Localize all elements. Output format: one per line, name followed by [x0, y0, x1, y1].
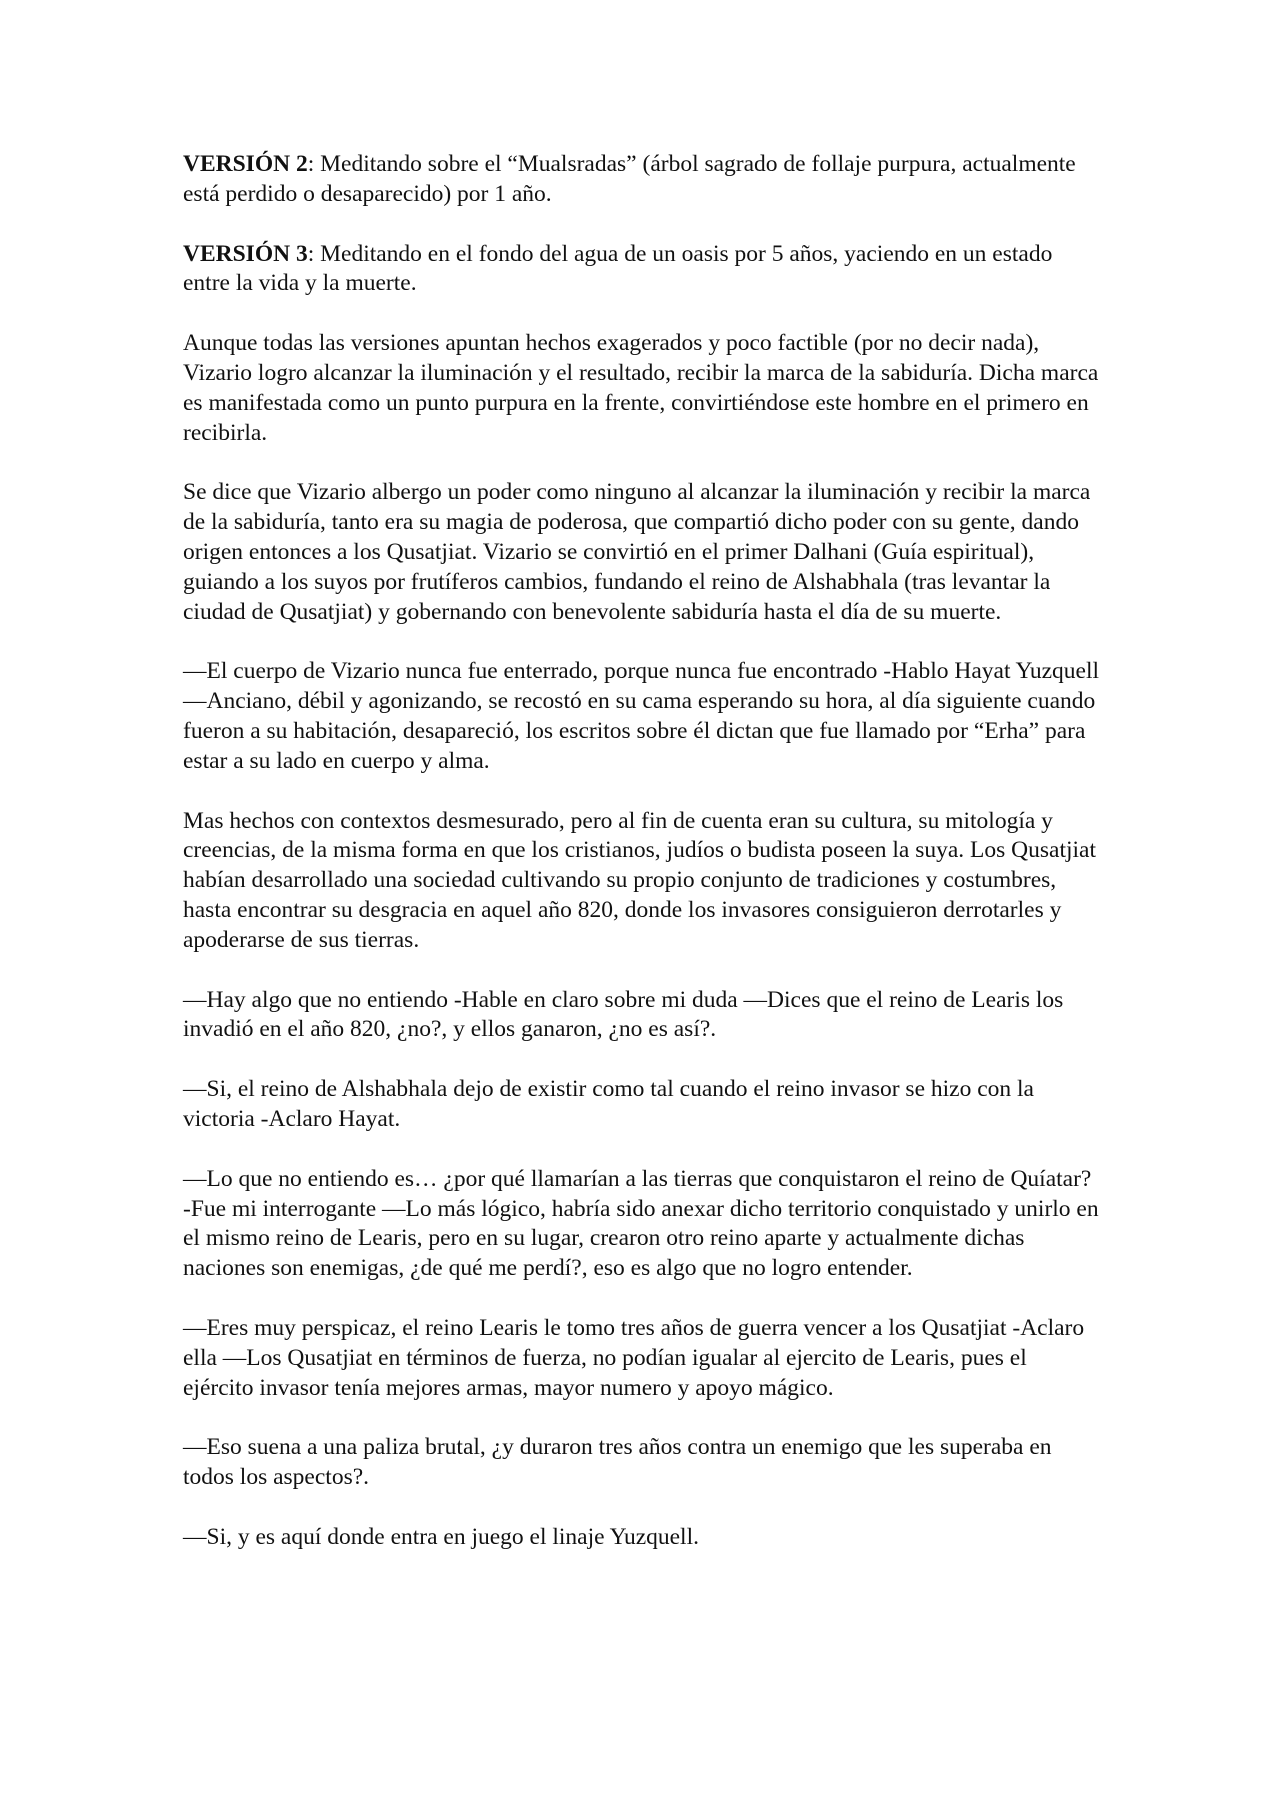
paragraph: —El cuerpo de Vizario nunca fue enterrado, porque nunca fue encontrado -Hablo Hayat Yuzquell —Anciano, débil y agonizando, se recostó en su cama esperando su hora, al día siguiente cuando fueron a su habitación, desapareció, los escritos sobre él dictan que fue llamado por “Erha” para estar a su lado en cuerpo y alma. [183, 658, 1100, 774]
paragraph-version-3 [183, 240, 1103, 300]
document-page [183, 150, 1103, 1583]
paragraph: —Eres muy perspicaz, el reino Learis le tomo tres años de guerra vencer a los Qusatjiat -Aclaro ella —Los Qusatjiat en términos de fuerza, no podían igualar al ejercito de Learis, pues el ejército invasor tenía mejores armas, mayor numero y apoyo mágico. [183, 1314, 1085, 1401]
paragraph: Mas hechos con contextos desmesurado, pero al fin de cuenta eran su cultura, su mitología y creencias, de la misma forma en que los cristianos, judíos o budista poseen la suya. Los Qusatjiat habían desarrollado una sociedad cultivando su propio conjunto de tradiciones y costumbres, hasta encontrar su desgracia en aquel año 820, donde los invasores consiguieron derrotarles y apoderarse de sus tierras. [183, 807, 1097, 953]
paragraph-version-2 [183, 150, 1103, 210]
paragraph-text: : Meditando en el fondo del agua de un oasis por 5 años, yaciendo en un estado entre la vida y la muerte. [183, 240, 1053, 297]
paragraph: Se dice que Vizario albergo un poder como ninguno al alcanzar la iluminación y recibir la marca de la sabiduría, tanto era su magia de poderosa, que compartió dicho poder con su gente, dando origen entonces a los Qusatjiat. Vizario se convirtió en el primer Dalhani (Guía espiritual), guiando a los suyos por frutíferos cambios, fundando el reino de Alshabhala (tras levantar la ciudad de Qusatjiat) y gobernando con benevolente sabiduría hasta el día de su muerte. [183, 479, 1091, 625]
paragraph: —Si, el reino de Alshabhala dejo de existir como tal cuando el reino invasor se hizo con la victoria -Aclaro Hayat. [183, 1076, 1034, 1132]
paragraph-text: : Meditando sobre el “Mualsradas” (árbol sagrado de follaje purpura, actualmente está perdido o desaparecido) por 1 año. [183, 151, 1076, 207]
version-label: VERSIÓN 2 [183, 151, 308, 177]
version-label: VERSIÓN 3 [183, 240, 308, 267]
paragraph: Aunque todas las versiones apuntan hechos exagerados y poco factible (por no decir nada), Vizario logro alcanzar la iluminación y el resultado, recibir la marca de la sabiduría. Dicha marca es manifestada como un punto purpura en la frente, convirtiéndose este hombre en el primero en recibirla. [183, 330, 1099, 446]
paragraph: —Si, y es aquí donde entra en juego el linaje Yuzquell. [183, 1523, 699, 1550]
paragraph: —Eso suena a una paliza brutal, ¿y duraron tres años contra un enemigo que les superaba en todos los aspectos?. [183, 1434, 1052, 1491]
paragraph: —Lo que no entiendo es… ¿por qué llamarían a las tierras que conquistaron el reino de Quíatar? -Fue mi interrogante —Lo más lógico, habría sido anexar dicho territorio conquistado y unirlo en el mismo reino de Learis, pero en su lugar, crearon otro reino aparte y actualmente dichas naciones son enemigas, ¿de qué me perdí?, eso es algo que no logro entender. [183, 1165, 1099, 1282]
paragraph: —Hay algo que no entiendo -Hable en claro sobre mi duda —Dices que el reino de Learis los invadió en el año 820, ¿no?, y ellos ganaron, ¿no es así?. [183, 986, 1064, 1043]
